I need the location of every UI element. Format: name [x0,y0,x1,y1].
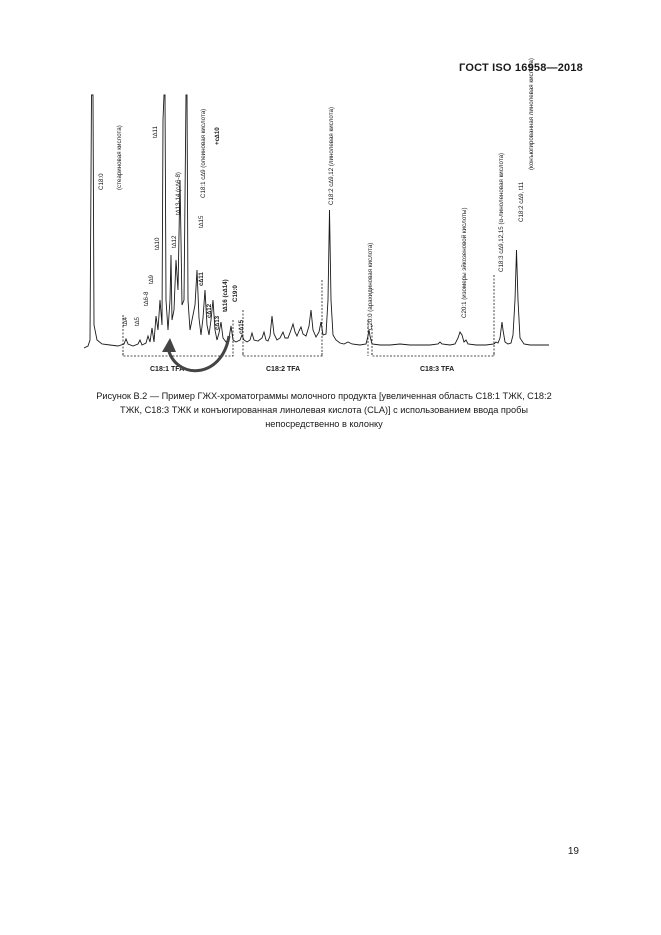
peak-label-d10: t∆10 [154,237,161,250]
figure-caption: Рисунок В.2 — Пример ГЖХ-хроматограммы молочного продукта [увеличенная область C18:1 ТЖК, C18:2 ТЖК, C18:3 ТЖК и конъюгированная линолевая кислота (CLA)] с использованием ввода пробы непосредственно в колонку [96,391,552,429]
peak-label-d16: t∆16 (c∆14) [222,279,229,312]
peak-label-d5: t∆5 [134,317,141,326]
peak-label-eicosenoic: C20:1 (изомеры эйкозеновой кислоты) [461,207,468,318]
peak-label-d15: t∆15 [198,215,205,228]
document-header: ГОСТ ISO 16958—2018 [459,62,583,74]
peak-label-linolenic: C18:3 c∆9,12,15 (α-линоленовая кислота) [498,152,505,272]
peak-label-d11: t∆11 [152,126,159,138]
peak-label-oleic: C18:1 c∆9 (олеиновая кислота) [200,108,207,198]
peak-label-c18-0-name: (стеариновая кислота) [116,125,123,190]
region-label-c18-3: C18:3 TFA [420,366,455,373]
peak-label-c18-0: C18:0 [98,173,105,190]
peak-label-arachidic: C20:0 (арахидиновая кислота) [367,242,374,330]
peak-label-cd10: +c∆10 [214,127,221,145]
peak-label-d4: t∆4 [122,317,129,326]
region-label-c18-1: C18:1 TFA [150,366,185,373]
page-number: 19 [567,846,579,857]
region-label-c18-2: C18:2 TFA [266,366,301,373]
peak-label-d13-14: t∆13-14 (c∆6-8) [175,172,182,215]
chromatogram-figure [0,0,661,400]
peak-label-linoleic: C18:2 c∆9,12 (линолевая кислота) [328,106,335,205]
region-brackets [123,353,494,356]
peak-label-cla: C18:2 c∆9, t11 [518,181,525,222]
peak-label-cd13: c∆13 [214,315,221,330]
peak-label-c19-0: C19:0 [232,285,239,302]
peak-label-cd11: c∆11 [198,272,205,286]
peak-label-cd12: c∆12 [206,303,213,318]
peak-label-d6-8: t∆6-8 [143,291,150,306]
peak-label-cd15: c∆15 [238,319,245,334]
peak-label-d12: t∆12 [171,235,178,248]
peak-label-cla-name: (конъюгированная линолевая кислота) [528,58,535,170]
peak-label-d9: t∆9 [148,275,155,284]
